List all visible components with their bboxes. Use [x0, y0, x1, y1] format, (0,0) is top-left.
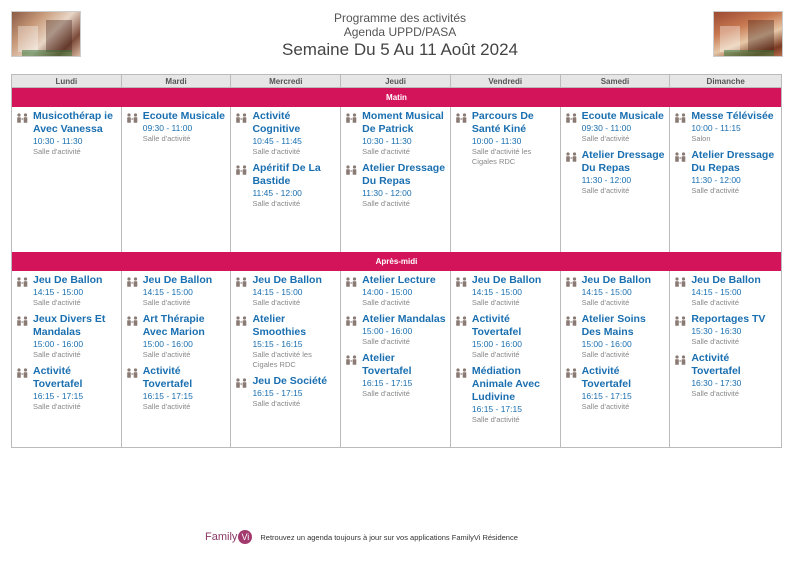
activity-name: Jeu De Ballon — [581, 274, 652, 286]
people-group-icon — [235, 162, 252, 209]
activity-item[interactable] — [235, 274, 336, 308]
activity-time: 10:00 - 11:30 — [471, 136, 522, 146]
footer-text: Retrouvez un agenda toujours à jour sur vos applications FamilyVi Résidence — [260, 532, 518, 542]
day-header-samedi: Samedi — [561, 75, 671, 87]
program-title: Programme des activités — [333, 11, 467, 25]
activity-time: 14:15 - 15:00 — [252, 287, 303, 297]
activity-item[interactable] — [126, 110, 227, 144]
activity-item[interactable] — [565, 365, 666, 412]
people-group-icon — [345, 110, 362, 157]
activity-item[interactable] — [674, 313, 777, 347]
people-group-icon — [345, 352, 362, 399]
activity-time: 09:30 - 11:00 — [142, 123, 193, 133]
activity-name: Messe Télévisée — [691, 110, 774, 122]
activity-item[interactable] — [126, 365, 227, 412]
activity-details — [143, 313, 227, 360]
activity-item[interactable] — [674, 352, 777, 399]
day-column-jeudi — [341, 107, 451, 252]
activity-place: Salle d'activité — [252, 298, 301, 307]
activity-details — [362, 313, 446, 347]
activity-name: Activité Tovertafel — [471, 313, 522, 338]
activity-details — [252, 162, 336, 209]
activity-time: 16:15 - 17:15 — [581, 391, 632, 401]
activity-place: Salle d'activité — [362, 147, 410, 156]
activity-time: 10:30 - 11:30 — [33, 136, 83, 146]
activity-details — [33, 110, 117, 157]
activity-details — [691, 149, 777, 196]
activity-place: Salle d'activité — [691, 389, 740, 398]
activity-details — [691, 110, 777, 144]
people-group-icon — [16, 365, 33, 412]
activity-place: Salle d'activité — [691, 298, 740, 307]
people-group-icon — [674, 352, 691, 399]
activity-time: 16:15 - 17:15 — [252, 388, 303, 398]
people-group-icon — [126, 110, 143, 144]
activity-details — [582, 149, 666, 196]
activity-place: Salle d'activité — [142, 402, 191, 411]
people-group-icon — [565, 313, 582, 360]
activity-place: Salle d'activité — [142, 350, 191, 359]
activity-details — [691, 352, 777, 399]
activity-time: 16:15 - 17:15 — [33, 391, 84, 401]
activity-name: Jeux Divers Et Mandalas — [33, 313, 106, 338]
people-group-icon — [455, 313, 472, 360]
activity-time: 11:30 - 12:00 — [362, 188, 412, 198]
activity-time: 10:45 - 11:45 — [252, 136, 302, 146]
activity-name: Jeu De Ballon — [471, 274, 542, 286]
day-column-mardi — [122, 107, 232, 252]
people-group-icon — [565, 149, 582, 196]
day-header-vendredi: Vendredi — [451, 75, 561, 87]
activity-name: Jeu De Société — [252, 375, 328, 387]
activity-time: 14:15 - 15:00 — [142, 287, 193, 297]
activity-name: Jeu De Ballon — [33, 274, 103, 286]
day-header-mardi: Mardi — [122, 75, 232, 87]
day-column-vendredi — [451, 107, 561, 252]
familyvi-logo-mark: Vi — [238, 530, 252, 544]
activity-name: Art Thérapie Avec Marion — [142, 313, 205, 338]
activity-time: 11:30 - 12:00 — [691, 175, 741, 185]
activity-time: 09:30 - 11:00 — [581, 123, 632, 133]
activity-details — [252, 274, 336, 308]
activity-item[interactable] — [126, 313, 227, 360]
activity-place: Salle d'activité — [581, 350, 630, 359]
activity-name: Apéritif De La Bastide — [252, 162, 321, 187]
day-column-samedi — [561, 271, 671, 447]
people-group-icon — [126, 313, 143, 360]
activity-name: Activité Tovertafel — [581, 365, 631, 390]
activity-time: 16:15 - 17:15 — [142, 391, 193, 401]
activity-place: Salle d'activité — [581, 402, 630, 411]
activity-time: 14:00 - 15:00 — [362, 287, 413, 297]
activity-time: 15:00 - 16:00 — [581, 339, 632, 349]
people-group-icon — [674, 149, 691, 196]
activity-place: Salle d'activité — [33, 350, 81, 359]
activity-name: Atelier Dressage Du Repas — [362, 162, 446, 187]
activity-item[interactable] — [235, 375, 336, 409]
activity-item[interactable] — [565, 149, 666, 196]
activity-name: Activité Tovertafel — [142, 365, 193, 390]
activity-place: Salle d'activité les Cigales RDC — [252, 350, 312, 369]
activity-item[interactable] — [16, 110, 117, 157]
people-group-icon — [674, 313, 691, 347]
activity-time: 14:15 - 15:00 — [33, 287, 84, 297]
activity-name: Reportages TV — [691, 313, 766, 325]
activity-item[interactable] — [126, 274, 227, 308]
activity-place: Salle d'activité — [581, 134, 630, 143]
activity-details — [362, 110, 446, 157]
activity-place: Salon — [691, 134, 711, 143]
activity-time: 10:30 - 11:30 — [362, 136, 412, 146]
activity-time: 15:30 - 16:30 — [691, 326, 742, 336]
activity-item[interactable] — [235, 162, 336, 209]
activity-item[interactable] — [235, 110, 336, 157]
activity-time: 11:45 - 12:00 — [252, 188, 302, 198]
activity-details — [33, 365, 117, 412]
day-header-row — [12, 75, 781, 88]
activity-place: Salle d'activité — [33, 147, 81, 156]
activity-item[interactable] — [345, 352, 446, 399]
activity-item[interactable] — [674, 149, 777, 196]
footer — [205, 527, 625, 547]
activity-time: 15:00 - 16:00 — [362, 326, 413, 336]
activity-place: Salle d'activité — [362, 389, 410, 398]
activity-place: Salle d'activité — [362, 199, 410, 208]
activity-item[interactable] — [16, 365, 117, 412]
activity-name: Jeu De Ballon — [142, 274, 213, 286]
activity-place: Salle d'activité — [471, 415, 520, 424]
activity-details — [472, 313, 556, 360]
activity-details — [691, 274, 777, 308]
activity-name: Jeu De Ballon — [691, 274, 761, 286]
activity-item[interactable] — [455, 365, 556, 425]
people-group-icon — [565, 365, 582, 412]
activity-name: Musicothérap ie Avec Vanessa — [33, 110, 113, 135]
activity-details — [33, 313, 117, 360]
activity-place: Salle d'activité — [33, 402, 81, 411]
activity-name: Atelier Dressage Du Repas — [581, 149, 665, 174]
residence-photo-left — [11, 11, 81, 57]
day-header-jeudi: Jeudi — [341, 75, 451, 87]
people-group-icon — [674, 274, 691, 308]
people-group-icon — [345, 162, 362, 209]
activity-details — [582, 365, 666, 412]
afternoon-row — [12, 271, 781, 447]
people-group-icon — [235, 313, 252, 370]
people-group-icon — [674, 110, 691, 144]
residence-photo-right — [713, 11, 783, 57]
people-group-icon — [235, 274, 252, 308]
activity-name: Médiation Animale Avec Ludivine — [471, 365, 540, 403]
activity-name: Activité Tovertafel — [691, 352, 741, 377]
morning-band: Matin — [12, 88, 781, 107]
activity-place: Salle d'activité — [362, 298, 410, 307]
afternoon-band: Après-midi — [12, 252, 781, 271]
activity-details — [252, 110, 336, 157]
activity-place: Salle d'activité — [691, 337, 740, 346]
activity-details — [362, 352, 446, 399]
activity-place: Salle d'activité — [252, 199, 301, 208]
activity-item[interactable] — [235, 313, 336, 370]
activity-place: Salle d'activité — [581, 298, 630, 307]
people-group-icon — [126, 274, 143, 308]
activity-time: 10:00 - 11:15 — [691, 123, 741, 133]
activity-item[interactable] — [455, 313, 556, 360]
activity-item[interactable] — [345, 274, 446, 308]
page-header — [100, 11, 700, 61]
morning-row — [12, 107, 781, 252]
activity-details — [472, 110, 556, 167]
activity-details — [362, 162, 446, 209]
activity-time: 11:30 - 12:00 — [581, 175, 632, 185]
activity-place: Salle d'activité — [142, 134, 191, 143]
activity-name: Ecoute Musicale — [581, 110, 664, 122]
people-group-icon — [455, 274, 472, 308]
activity-item[interactable] — [345, 313, 446, 347]
activity-details — [582, 274, 666, 308]
activity-details — [691, 313, 777, 347]
activity-time: 16:15 - 17:15 — [471, 404, 522, 414]
activity-details — [143, 110, 227, 144]
activity-place: Salle d'activité — [33, 298, 81, 307]
activity-time: 15:15 - 16:15 — [252, 339, 303, 349]
activity-place: Salle d'activité — [471, 350, 520, 359]
activity-name: Activité Cognitive — [252, 110, 301, 135]
day-column-mercredi — [231, 271, 341, 447]
activity-place: Salle d'activité — [471, 298, 520, 307]
activity-time: 14:15 - 15:00 — [471, 287, 522, 297]
day-column-dimanche — [670, 107, 781, 252]
activity-time: 15:00 - 16:00 — [33, 339, 84, 349]
people-group-icon — [565, 274, 582, 308]
activity-item[interactable] — [455, 274, 556, 308]
week-title: Semaine Du 5 Au 11 Août 2024 — [282, 40, 518, 59]
activity-details — [472, 274, 556, 308]
day-header-lundi: Lundi — [12, 75, 122, 87]
people-group-icon — [455, 110, 472, 167]
day-header-mercredi: Mercredi — [231, 75, 341, 87]
day-column-lundi — [12, 271, 122, 447]
people-group-icon — [235, 110, 252, 157]
activity-details — [582, 313, 666, 360]
activity-item[interactable] — [345, 110, 446, 157]
people-group-icon — [235, 375, 252, 409]
activity-details — [33, 274, 117, 308]
activity-time: 14:15 - 15:00 — [581, 287, 632, 297]
activity-item[interactable] — [455, 110, 556, 167]
people-group-icon — [565, 110, 582, 144]
activity-place: Salle d'activité — [252, 147, 301, 156]
people-group-icon — [126, 365, 143, 412]
activity-name: Atelier Smoothies — [252, 313, 307, 338]
activity-name: Activité Tovertafel — [33, 365, 83, 390]
familyvi-logo: Family — [205, 531, 238, 543]
activity-item[interactable] — [16, 274, 117, 308]
activity-item[interactable] — [565, 313, 666, 360]
activity-place: Salle d'activité — [142, 298, 191, 307]
activity-place: Salle d'activité — [691, 186, 740, 195]
people-group-icon — [16, 313, 33, 360]
day-column-mercredi — [231, 107, 341, 252]
activity-item[interactable] — [565, 110, 666, 144]
day-column-dimanche — [670, 271, 781, 447]
activity-time: 15:00 - 16:00 — [142, 339, 193, 349]
activity-details — [362, 274, 446, 308]
activity-time: 15:00 - 16:00 — [471, 339, 522, 349]
activity-time: 14:15 - 15:00 — [691, 287, 742, 297]
people-group-icon — [345, 313, 362, 347]
people-group-icon — [16, 110, 33, 157]
agenda-subtitle: Agenda UPPD/PASA — [343, 25, 457, 39]
activity-name: Ecoute Musicale — [142, 110, 225, 122]
activity-details — [143, 365, 227, 412]
activity-details — [252, 375, 336, 409]
day-column-vendredi — [451, 271, 561, 447]
activity-name: Atelier Soins Des Mains — [581, 313, 646, 338]
activity-name: Parcours De Santé Kiné — [471, 110, 534, 135]
day-header-dimanche: Dimanche — [706, 77, 745, 86]
activity-item[interactable] — [565, 274, 666, 308]
activity-place: Salle d'activité les Cigales RDC — [471, 147, 532, 166]
day-column-lundi — [12, 107, 122, 252]
activity-details — [252, 313, 336, 370]
activity-name: Atelier Tovertafel — [362, 352, 412, 377]
activity-time: 16:30 - 17:30 — [691, 378, 742, 388]
activity-item[interactable] — [345, 162, 446, 209]
activity-details — [143, 274, 227, 308]
activity-item[interactable] — [674, 274, 777, 308]
activity-time: 16:15 - 17:15 — [362, 378, 413, 388]
activity-name: Jeu De Ballon — [252, 274, 322, 286]
activity-item[interactable] — [674, 110, 777, 144]
activity-item[interactable] — [16, 313, 117, 360]
activity-details — [472, 365, 556, 425]
activity-name: Atelier Mandalas — [362, 313, 446, 325]
day-column-jeudi — [341, 271, 451, 447]
people-group-icon — [345, 274, 362, 308]
activity-name: Moment Musical De Patrick — [362, 110, 444, 135]
day-column-samedi — [561, 107, 671, 252]
people-group-icon — [455, 365, 472, 425]
weekly-schedule — [11, 74, 782, 448]
people-group-icon — [16, 274, 33, 308]
day-column-mardi — [122, 271, 232, 447]
activity-details — [582, 110, 666, 144]
activity-name: Atelier Dressage Du Repas — [691, 149, 775, 174]
activity-name: Atelier Lecture — [362, 274, 436, 286]
activity-place: Salle d'activité — [362, 337, 410, 346]
activity-place: Salle d'activité — [252, 399, 301, 408]
activity-place: Salle d'activité — [581, 186, 630, 195]
